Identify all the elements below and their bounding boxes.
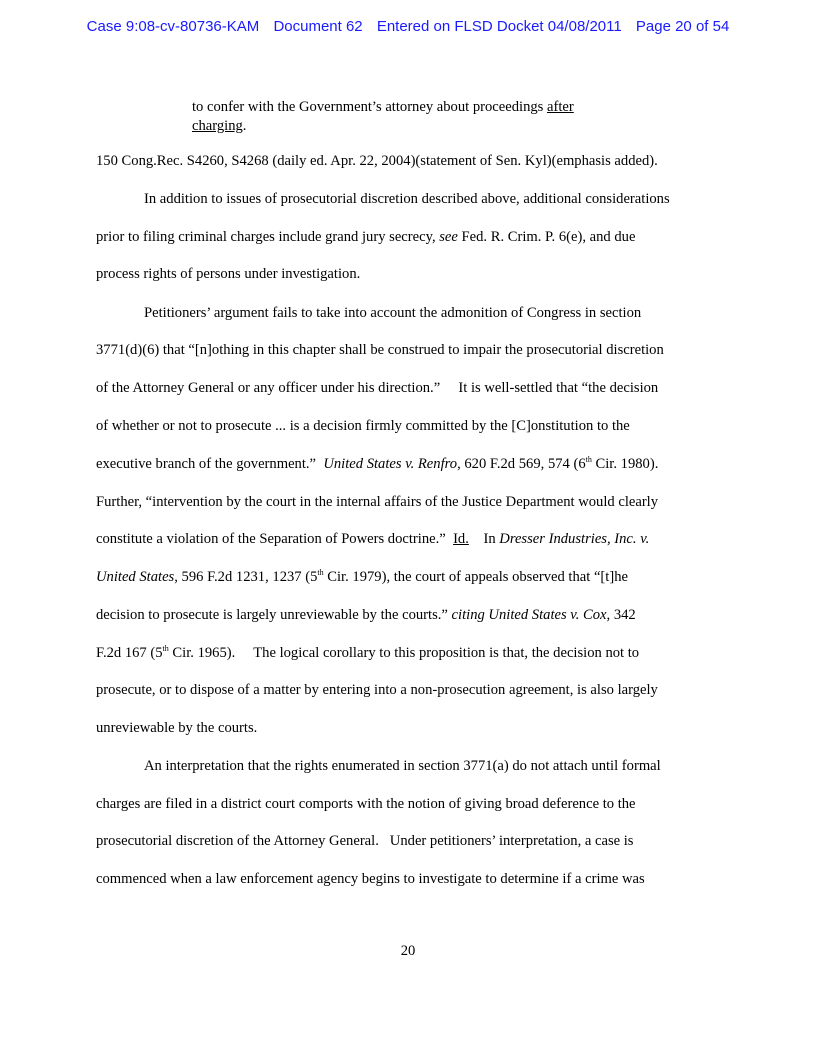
paragraph-line: of whether or not to prosecute ... is a decision firmly committed by the [C]onstitution to the — [96, 418, 630, 434]
case-citation: United States — [96, 569, 175, 585]
paragraph-line: An interpretation that the rights enumerated in section 3771(a) do not attach until formal — [144, 758, 661, 774]
citation-line: 150 Cong.Rec. S4260, S4268 (daily ed. Apr. 22, 2004)(statement of Sen. Kyl)(emphasis added). — [96, 153, 658, 169]
document-number: Document 62 — [273, 18, 363, 35]
case-citation: United States v. Renfro — [323, 456, 458, 472]
paragraph-line: prosecutorial discretion of the Attorney General. Under petitioners’ interpretation, a case is — [96, 833, 634, 849]
quote-emphasis: charging — [192, 118, 243, 134]
id-citation: Id. — [453, 531, 469, 547]
paragraph-line: Petitioners’ argument fails to take into account the admonition of Congress in section — [144, 305, 642, 321]
case-number: Case 9:08-cv-80736-KAM — [86, 18, 260, 35]
paragraph-line: commenced when a law enforcement agency begins to investigate to determine if a crime was — [96, 871, 645, 887]
page-number: 20 — [400, 943, 416, 959]
paragraph-line: 3771(d)(6) that “[n]othing in this chapter shall be construed to impair the prosecutorial discretion — [96, 342, 664, 358]
paragraph-line: prosecute, or to dispose of a matter by entering into a non-prosecution agreement, is also largely — [96, 682, 658, 698]
paragraph-line: of the Attorney General or any officer under his direction.” It is well-settled that “the decision — [96, 380, 659, 396]
quote-emphasis: after — [547, 99, 574, 115]
paragraph-line: F.2d 167 (5th Cir. 1965). The logical corollary to this proposition is that, the decision not to — [96, 644, 640, 661]
paragraph-line: process rights of persons under investigation. — [96, 266, 361, 282]
paragraph-line: United States, 596 F.2d 1231, 1237 (5th Cir. 1979), the court of appeals observed that “[t]he — [96, 568, 628, 585]
paragraph-line: unreviewable by the courts. — [96, 720, 258, 736]
paragraph-line: decision to prosecute is largely unreviewable by the courts.” citing United States v. Cox, 342 — [96, 607, 636, 623]
page-indicator: Page 20 of 54 — [635, 18, 730, 35]
docket-header — [0, 18, 816, 35]
docket-entry: Entered on FLSD Docket 04/08/2011 — [376, 18, 622, 35]
quote-text: to confer with the Government’s attorney about proceedings — [192, 99, 548, 115]
quote-text: . — [242, 118, 247, 134]
paragraph-line: Further, “intervention by the court in the internal affairs of the Justice Department would clearly — [96, 494, 659, 510]
paragraph-line: executive branch of the government.” United States v. Renfro, 620 F.2d 569, 574 (6th Cir. 1980). — [96, 455, 659, 472]
case-citation: Dresser Industries, Inc. v. — [499, 531, 650, 547]
paragraph-line: constitute a violation of the Separation of Powers doctrine.” Id. In Dresser Industries, Inc. v. — [96, 531, 650, 547]
paragraph-line: charges are filed in a district court comports with the notion of giving broad deference to the — [96, 796, 636, 812]
paragraph-line: In addition to issues of prosecutorial discretion described above, additional considerations — [144, 191, 670, 207]
case-citation: citing United States v. Cox — [451, 607, 607, 623]
block-quote — [192, 98, 632, 136]
paragraph-line: prior to filing criminal charges include grand jury secrecy, see Fed. R. Crim. P. 6(e), and due — [96, 229, 636, 245]
